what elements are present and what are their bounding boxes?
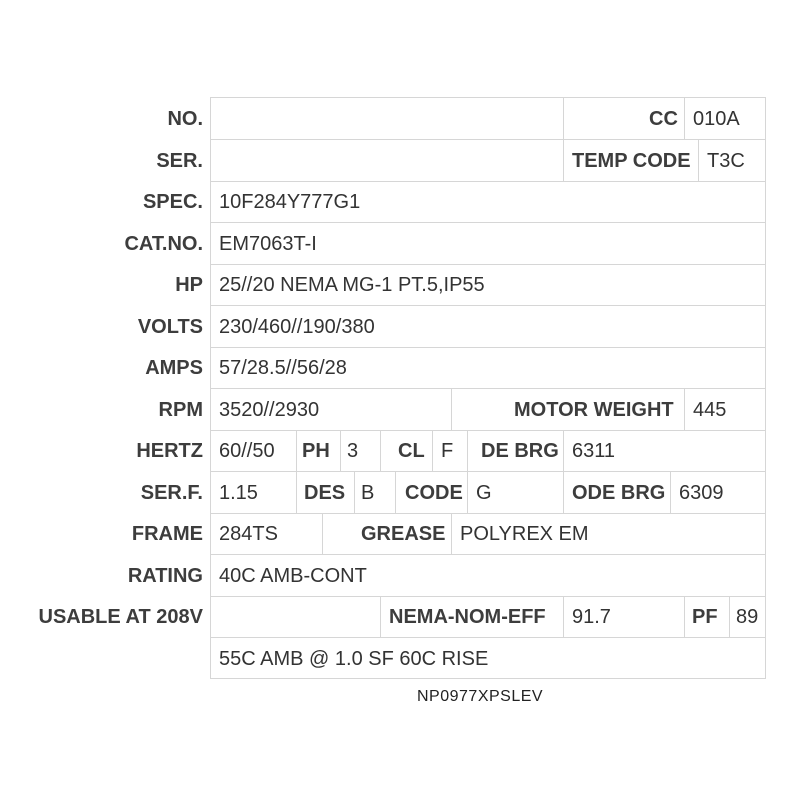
- value-code: G: [476, 482, 492, 504]
- row-divider: [210, 388, 766, 389]
- value-ode-brg: 6309: [679, 482, 724, 504]
- cell-divider: [563, 430, 564, 471]
- cell-divider: [380, 430, 381, 471]
- cell-divider: [432, 430, 433, 471]
- row-divider: [210, 264, 766, 265]
- cell-divider: [380, 596, 381, 637]
- value-rating: 40C AMB-CONT: [219, 565, 367, 587]
- cell-divider: [296, 471, 297, 513]
- value-nema-nom-eff: 91.7: [572, 606, 611, 628]
- row-divider: [210, 554, 766, 555]
- row-divider: [210, 139, 766, 140]
- cell-divider: [698, 139, 699, 181]
- row-divider: [210, 430, 766, 431]
- row-divider: [210, 181, 766, 182]
- label-spec: SPEC.: [142, 191, 203, 213]
- row-divider: [210, 637, 766, 638]
- label-cc: CC: [649, 108, 678, 130]
- label-usable-208v: USABLE AT 208V: [38, 606, 203, 628]
- label-ser: SER.: [156, 150, 203, 172]
- label-rpm: RPM: [158, 399, 203, 421]
- cell-divider: [296, 430, 297, 471]
- cell-divider: [451, 513, 452, 554]
- label-code: CODE: [405, 482, 463, 504]
- label-cl: CL: [398, 440, 425, 462]
- cell-divider: [563, 596, 564, 637]
- cell-divider: [684, 97, 685, 139]
- value-rise-note: 55C AMB @ 1.0 SF 60C RISE: [219, 648, 489, 670]
- cell-divider: [729, 596, 730, 637]
- value-hp: 25//20 NEMA MG-1 PT.5,IP55: [219, 274, 485, 296]
- cell-divider: [340, 430, 341, 471]
- cell-divider: [563, 97, 564, 139]
- value-cc: 010A: [693, 108, 740, 130]
- label-temp-code: TEMP CODE: [572, 150, 691, 172]
- cell-divider: [563, 471, 564, 513]
- label-amps: AMPS: [145, 357, 203, 379]
- row-divider: [210, 222, 766, 223]
- label-de-brg: DE BRG: [481, 440, 559, 462]
- value-amps: 57/28.5//56/28: [219, 357, 347, 379]
- cell-divider: [322, 513, 323, 554]
- value-hertz: 60//50: [219, 440, 275, 462]
- label-hp: HP: [175, 274, 203, 296]
- value-frame: 284TS: [219, 523, 278, 545]
- value-spec: 10F284Y777G1: [219, 191, 361, 213]
- cell-divider: [467, 430, 468, 471]
- label-rating: RATING: [127, 565, 203, 587]
- value-ph: 3: [347, 440, 359, 462]
- label-grease: GREASE: [361, 523, 446, 545]
- value-pf: 89: [736, 606, 759, 628]
- value-temp-code: T3C: [707, 150, 745, 172]
- value-motor-weight: 445: [693, 399, 727, 421]
- label-frame: FRAME: [131, 523, 203, 545]
- value-cat-no: EM7063T-I: [219, 233, 317, 255]
- value-ser-f: 1.15: [219, 482, 258, 504]
- label-ode-brg: ODE BRG: [572, 482, 666, 504]
- label-no: NO.: [167, 108, 203, 130]
- cell-divider: [395, 471, 396, 513]
- label-hertz: HERTZ: [136, 440, 203, 462]
- cell-divider: [684, 596, 685, 637]
- label-ph: PH: [302, 440, 330, 462]
- row-divider: [210, 347, 766, 348]
- row-divider: [210, 305, 766, 306]
- row-divider: [210, 513, 766, 514]
- value-rpm: 3520//2930: [219, 399, 320, 421]
- label-cat-no: CAT.NO.: [124, 233, 203, 255]
- row-divider: [210, 471, 766, 472]
- value-volts: 230/460//190/380: [219, 316, 375, 338]
- cell-divider: [670, 471, 671, 513]
- label-motor-weight: MOTOR WEIGHT: [514, 399, 674, 421]
- label-des: DES: [304, 482, 346, 504]
- label-pf: PF: [692, 606, 718, 628]
- row-divider: [210, 596, 766, 597]
- value-cl: F: [441, 440, 454, 462]
- cell-divider: [563, 139, 564, 181]
- value-des: B: [361, 482, 375, 504]
- label-nema-nom-eff: NEMA-NOM-EFF: [389, 606, 546, 628]
- cell-divider: [354, 471, 355, 513]
- label-ser-f: SER.F.: [140, 482, 203, 504]
- label-volts: VOLTS: [137, 316, 203, 338]
- cell-divider: [467, 471, 468, 513]
- cell-divider: [451, 388, 452, 430]
- value-de-brg: 6311: [572, 440, 616, 462]
- cell-divider: [684, 388, 685, 430]
- nameplate-part-number: NP0977XPSLEV: [417, 688, 544, 705]
- value-grease: POLYREX EM: [460, 523, 589, 545]
